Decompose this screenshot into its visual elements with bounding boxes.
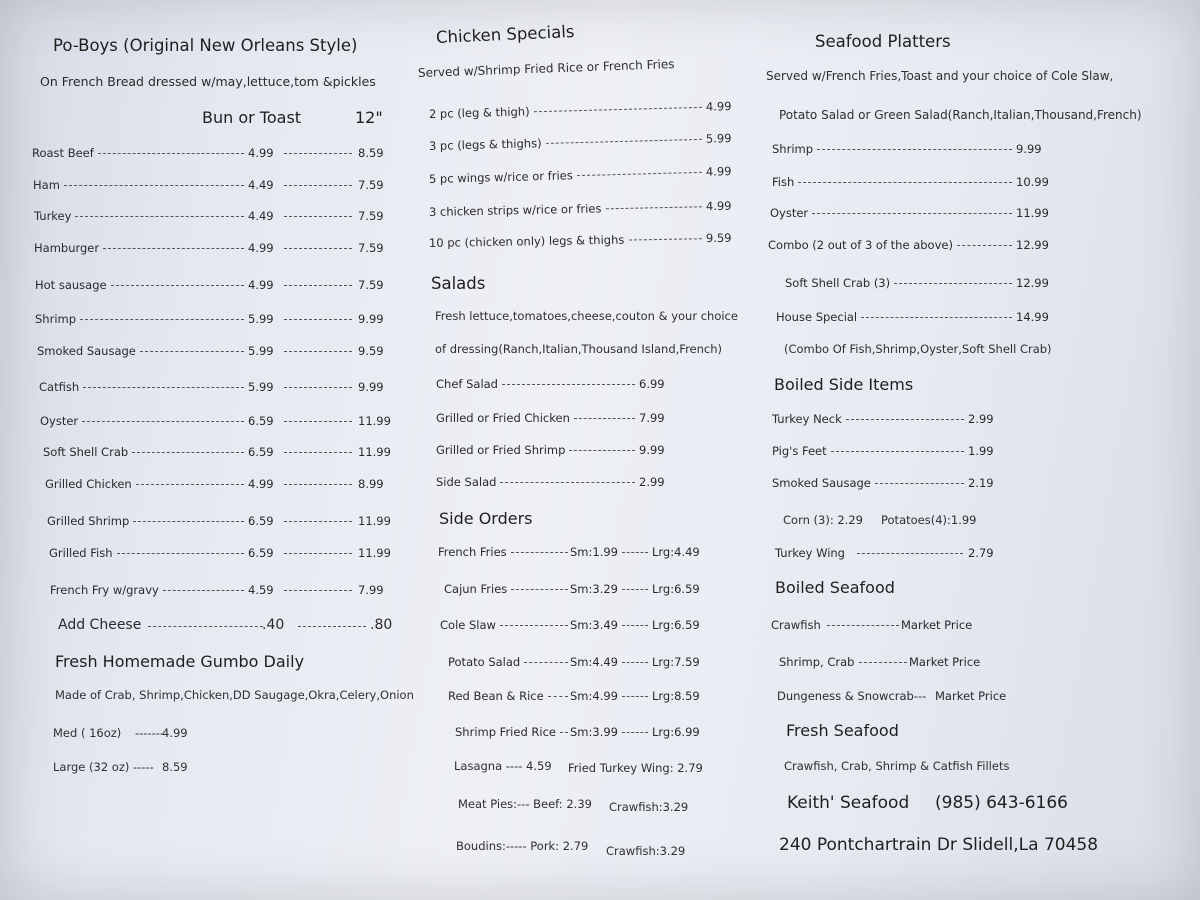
item-name: Crawfish [771,618,821,632]
item-name: Grilled or Fried Shrimp [436,443,566,457]
leader-dots [622,662,648,663]
gumbo-title: Fresh Homemade Gumbo Daily [55,652,305,671]
item-price-small: Sm:4.49 [570,655,618,669]
item-price: 2.99 [639,475,665,489]
gumbo-med-dots: ------- [135,726,165,740]
leader-dots [284,421,352,422]
leader-dots [875,483,964,484]
item-price-bun: 4.49 [248,178,274,192]
leader-dots [957,245,1012,246]
leader-dots [622,552,648,553]
platter-row [772,142,1073,158]
leader-dots [859,662,907,663]
leader-dots [284,351,352,352]
leader-dots [284,185,352,186]
leader-dots [628,238,701,240]
item-price-12: 7.59 [358,178,384,192]
item-name: 5 pc wings w/rice or fries [428,168,573,186]
side-order-row [440,618,740,634]
item-price-12: 11.99 [358,445,391,459]
item-price: 5.99 [705,131,732,146]
item-name: Shrimp [772,142,814,156]
item-name: Smoked Sausage [37,344,136,358]
item-price: 9.99 [1016,142,1042,156]
item-price: 7.99 [639,411,665,425]
item-name: Hot sausage [35,278,107,292]
shrimp-crab-row [779,655,1019,671]
item-price: 12.99 [1016,276,1049,290]
item-price-small: Sm:3.49 [570,618,618,632]
item-price-12: 8.99 [358,477,384,491]
leader-dots [117,553,244,554]
leader-dots [111,285,244,286]
item-price-bun: 6.59 [248,414,274,428]
chicken-row [429,98,765,123]
item-price: 6.99 [639,377,665,391]
boudins-crawfish: Crawfish:3.29 [606,844,686,858]
lasagna-item: Lasagna ---- 4.59 [454,759,552,773]
leader-dots [534,107,702,112]
item-price: 1.99 [968,444,994,458]
gumbo-med-name: Med ( 16oz) [53,726,122,740]
item-price-large: Lrg:4.49 [652,545,700,559]
leader-dots [284,484,352,485]
leader-dots [548,696,568,697]
meat-pies-item: Meat Pies:--- Beef: 2.39 [458,797,592,811]
item-price-bun: 4.99 [248,477,274,491]
leader-dots [560,732,568,733]
item-price-12: 8.59 [358,146,384,160]
item-price: 10.99 [1016,175,1049,189]
house-special-note: (Combo Of Fish,Shrimp,Oyster,Soft Shell Crab) [784,342,1052,356]
item-price: 4.99 [705,198,732,214]
item-price-12: 7.99 [358,583,384,597]
item-price: 9.59 [705,230,732,246]
item-price-bun: 5.99 [248,312,274,326]
leader-dots [511,589,568,590]
item-price: 2.19 [968,476,994,490]
item-name: Shrimp Fried Rice [455,725,556,739]
leader-dots [103,248,244,249]
boiled-side-row [772,412,1025,428]
side-order-row [448,689,748,705]
item-price-bun: 4.99 [248,146,274,160]
poboy-row [43,445,403,461]
chicken-row [429,198,765,221]
item-name: Oyster [770,206,809,220]
item-price-small: Sm:3.29 [570,582,618,596]
item-name: Smoked Sausage [772,476,871,490]
item-price: Market Price [909,655,981,669]
item-price-bun: 5.99 [248,380,274,394]
leader-dots [511,552,568,553]
item-name: French Fries [438,545,507,559]
item-price-bun: 4.99 [248,241,274,255]
item-price-large: Lrg:8.59 [652,689,700,703]
platters-desc-line1: Served w/French Fries,Toast and your choice of Cole Slaw, [766,69,1114,83]
gumbo-large-name: Large (32 oz) [53,760,130,774]
leader-dots [524,662,568,663]
item-price-bun: 6.59 [248,546,274,560]
poboy-row [34,209,394,225]
item-name: Combo (2 out of 3 of the above) [768,238,953,252]
item-price-bun: 4.49 [248,209,274,223]
leader-dots [502,384,635,385]
leader-dots [606,206,702,209]
meat-pies-crawfish: Crawfish:3.29 [609,800,689,814]
poboy-row [35,278,395,294]
leader-dots [136,484,244,485]
item-price-12: 7.59 [358,241,384,255]
side-order-row [448,655,748,671]
item-price-12: 11.99 [358,546,391,560]
leader-dots [83,387,244,388]
item-price: 2.79 [968,546,994,560]
leader-dots [500,625,568,626]
leader-dots [546,139,702,144]
side-order-row [444,582,744,598]
poboy-row [35,312,395,328]
boiled-side-row [772,444,1025,460]
salads-desc-line2: of dressing(Ranch,Italian,Thousand Island,French) [435,342,723,356]
leader-dots [284,553,352,554]
business-name: Keith' Seafood [787,793,910,813]
leader-dots [284,216,352,217]
item-name: Grilled Chicken [45,477,132,491]
business-address: 240 Pontchartrain Dr Slidell,La 70458 [779,835,1099,855]
poboy-row [40,414,400,430]
poboys-column [0,0,414,900]
leader-dots [298,626,366,627]
gumbo-large-price: 8.59 [162,760,188,774]
poboy-row [49,546,409,562]
item-price: 11.99 [1016,206,1049,220]
leader-dots [284,248,352,249]
boudins-item: Boudins:----- Pork: 2.79 [456,839,589,853]
leader-dots [798,182,1012,183]
leader-dots [284,319,352,320]
item-price-12: 9.99 [358,312,384,326]
leader-dots [622,696,648,697]
leader-dots [284,285,352,286]
item-name: 2 pc (leg & thigh) [428,104,530,121]
leader-dots [574,418,635,419]
item-price-12: 7.59 [358,209,384,223]
turkey-wing-row [775,546,994,562]
item-price-large: Lrg:6.99 [652,725,700,739]
item-price-small: Sm:4.99 [570,689,618,703]
leader-dots [894,283,1012,284]
item-price-bun: 6.59 [248,514,274,528]
poboys-subtitle: On French Bread dressed w/may,lettuce,tom &pickles [40,74,376,89]
platters-desc-line2: Potato Salad or Green Salad(Ranch,Italian,Thousand,French) [779,108,1142,122]
item-name: Add Cheese [58,617,142,633]
item-price-12: 11.99 [358,414,391,428]
item-name: Potato Salad [448,655,521,669]
item-price-12: 9.99 [358,380,384,394]
item-name: Pig's Feet [772,444,827,458]
gumbo-large-dots: ----- [133,760,154,774]
item-name: French Fry w/gravy [50,583,159,597]
side-order-row [455,725,755,741]
salads-title: Salads [431,274,486,293]
col-header-bun: Bun or Toast [202,108,302,127]
leader-dots [133,521,244,522]
leader-dots [82,421,244,422]
poboy-row [33,178,393,194]
salad-row [436,377,705,393]
chicken-salads-sides-column [410,0,755,900]
fried-turkey-wing-item: Fried Turkey Wing: 2.79 [568,761,703,775]
leader-dots [831,451,964,452]
item-price-large: Lrg:6.59 [652,582,700,596]
corn-item: Corn (3): 2.29 [783,513,863,527]
chicken-title: Chicken Specials [435,21,575,47]
leader-dots [284,521,352,522]
leader-dots [817,149,1012,150]
leader-dots [500,482,635,483]
poboy-row [37,344,397,360]
item-name: Roast Beef [32,146,94,160]
poboy-row [34,241,394,257]
item-price: 9.99 [639,443,665,457]
item-price-bun: 6.59 [248,445,274,459]
leader-dots [812,213,1012,214]
item-price: Market Price [935,689,1007,703]
item-name: 10 pc (chicken only) legs & thighs [428,232,625,250]
fresh-seafood-title: Fresh Seafood [786,721,899,740]
item-name: Red Bean & Rice [448,689,544,703]
salads-desc-line1: Fresh lettuce,tomatoes,cheese,couton & your choice [435,309,738,323]
side-order-row [438,545,738,561]
platter-row [785,276,1086,292]
poboy-row [50,583,410,599]
leader-dots [163,590,244,591]
leader-dots [284,590,352,591]
chicken-subtitle: Served w/Shrimp Fried Rice or French Fries [417,57,675,80]
add-cheese-row [58,617,398,635]
item-price: Market Price [901,618,973,632]
poboys-title: Po-Boys (Original New Orleans Style) [53,36,358,55]
gumbo-med-price: 4.99 [162,726,188,740]
platter-row [772,175,1073,191]
leader-dots [284,387,352,388]
item-name: Dungeness & Snowcrab--- [777,689,927,703]
col-header-12: 12" [355,108,383,127]
leader-dots [861,317,1012,318]
item-name: 3 pc (legs & thighs) [428,136,542,153]
item-name: Cole Slaw [440,618,496,632]
item-price-bun: .40 [262,617,285,633]
item-price: 4.99 [705,99,732,114]
gumbo-description: Made of Crab, Shrimp,Chicken,DD Saugage,Okra,Celery,Onion [55,688,414,702]
item-name: Turkey Neck [772,412,842,426]
leader-dots [140,351,244,352]
salad-row [436,443,705,459]
item-price-bun: 4.99 [248,278,274,292]
platter-row [768,238,1069,254]
item-price: 2.99 [968,412,994,426]
item-name: Side Salad [436,475,497,489]
chicken-row [429,130,765,155]
chicken-row [429,163,765,188]
item-name: Cajun Fries [444,582,508,596]
leader-dots [577,172,702,176]
platter-row [776,310,1077,326]
item-name: Turkey Wing [775,546,845,560]
leader-dots [622,589,648,590]
item-name: Shrimp [35,312,77,326]
item-name: House Special [776,310,858,324]
leader-dots [569,450,635,451]
boiled-seafood-title: Boiled Seafood [775,578,895,597]
leader-dots [284,452,352,453]
item-price-bun: 5.99 [248,344,274,358]
item-name: Soft Shell Crab [43,445,129,459]
item-price-12: 9.59 [358,344,384,358]
item-price: 12.99 [1016,238,1049,252]
poboy-row [47,514,407,530]
leader-dots [64,185,244,186]
dungeness-row [777,689,1037,705]
salad-row [436,411,705,427]
leader-dots [98,153,244,154]
item-name: Catfish [39,380,80,394]
salad-row [436,475,705,491]
item-name: Turkey [34,209,72,223]
item-name: Grilled Shrimp [47,514,130,528]
leader-dots [284,153,352,154]
business-phone: (985) 643-6166 [935,793,1068,813]
crawfish-row [771,618,1001,634]
leader-dots [622,625,648,626]
poboy-row [45,477,405,493]
leader-dots [846,419,964,420]
item-name: Hamburger [34,241,100,255]
item-price-12: 7.59 [358,278,384,292]
boiled-side-row [772,476,1025,492]
item-name: Fish [772,175,795,189]
item-price-bun: 4.59 [248,583,274,597]
leader-dots [75,216,244,217]
leader-dots [622,732,648,733]
poboy-row [39,380,399,396]
platters-title: Seafood Platters [815,32,951,51]
item-name: Shrimp, Crab [779,655,855,669]
item-price-12: .80 [370,617,393,633]
leader-dots [132,452,244,453]
leader-dots [827,625,899,626]
fresh-seafood-desc: Crawfish, Crab, Shrimp & Catfish Fillets [784,759,1010,773]
poboy-row [32,146,392,162]
item-name: 3 chicken strips w/rice or fries [428,201,602,219]
leader-dots [148,626,263,627]
item-price-large: Lrg:6.59 [652,618,700,632]
item-name: Oyster [40,414,79,428]
item-price: 4.99 [705,164,732,179]
item-price: 14.99 [1016,310,1049,324]
item-price-small: Sm:1.99 [570,545,618,559]
potatoes-item: Potatoes(4):1.99 [881,513,977,527]
leader-dots [857,553,963,554]
seafood-column [755,0,1200,900]
item-name: Grilled or Fried Chicken [436,411,570,425]
item-name: Ham [33,178,60,192]
platter-row [770,206,1071,222]
leader-dots [80,319,244,320]
chicken-row [429,230,765,252]
item-name: Grilled Fish [49,546,113,560]
item-price-small: Sm:3.99 [570,725,618,739]
side-orders-title: Side Orders [439,509,533,528]
boiled-sides-title: Boiled Side Items [774,375,914,394]
item-price-12: 11.99 [358,514,391,528]
item-name: Soft Shell Crab (3) [785,276,891,290]
item-price-large: Lrg:7.59 [652,655,700,669]
item-name: Chef Salad [436,377,498,391]
